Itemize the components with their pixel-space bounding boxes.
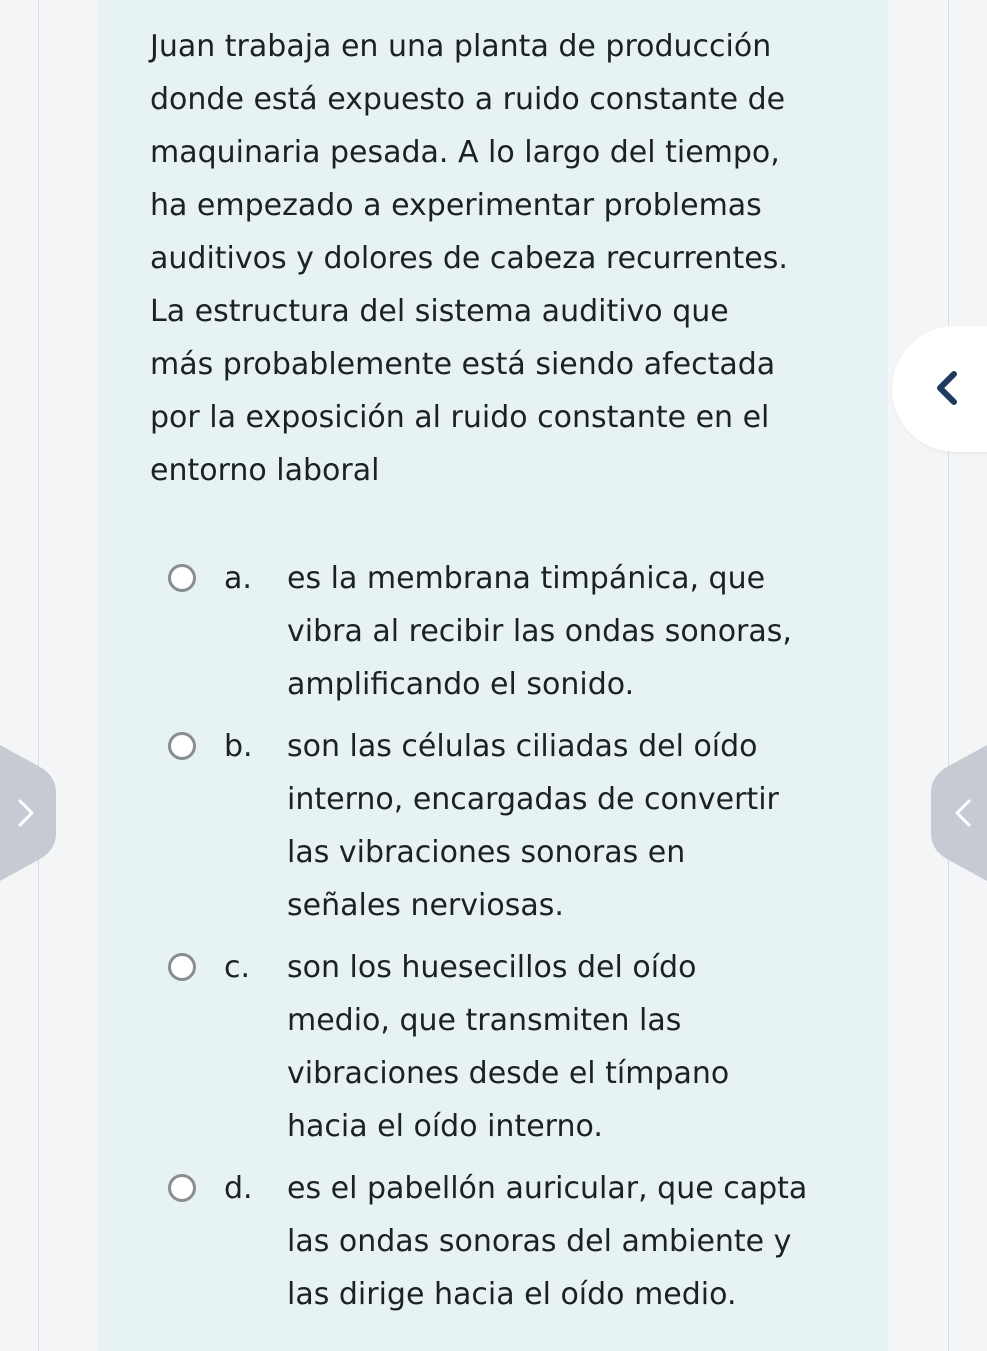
question-text	[150, 20, 850, 497]
question-line: ha empezado a experimentar problemas	[150, 188, 762, 223]
question-line: donde está expuesto a ruido constante de	[150, 82, 786, 117]
question-line: entorno laboral	[150, 453, 380, 488]
option-line: hacia el oído interno.	[287, 1109, 603, 1144]
question-line: por la exposición al ruido constante en el	[150, 400, 770, 435]
option-text	[287, 720, 847, 932]
question-line: más probablemente está siendo afectada	[150, 347, 776, 382]
radio-button-d[interactable]	[168, 1174, 196, 1202]
option-letter: b.	[224, 729, 253, 764]
option-line: las vibraciones sonoras en	[287, 835, 686, 870]
option-line: señales nerviosas.	[287, 888, 564, 923]
option-line: vibra al recibir las ondas sonoras,	[287, 614, 792, 649]
chevron-left-icon	[932, 370, 962, 406]
option-line: son los huesecillos del oído	[287, 950, 697, 985]
option-letter: c.	[224, 950, 251, 985]
nav-tab-right-button[interactable]	[931, 745, 987, 881]
option-line: medio, que transmiten las	[287, 1003, 682, 1038]
radio-button-b[interactable]	[168, 732, 196, 760]
right-divider	[948, 0, 949, 1351]
option-line: son las células ciliadas del oído	[287, 729, 758, 764]
drawer-toggle-button[interactable]	[892, 326, 987, 452]
option-line: es el pabellón auricular, que capta	[287, 1171, 808, 1206]
option-text	[287, 552, 847, 711]
question-line: maquinaria pesada. A lo largo del tiempo,	[150, 135, 780, 170]
option-line: amplificando el sonido.	[287, 667, 635, 702]
option-text	[287, 1162, 847, 1321]
nav-tab-left-button[interactable]	[0, 745, 56, 881]
option-letter: a.	[224, 561, 252, 596]
option-line: interno, encargadas de convertir	[287, 782, 779, 817]
question-line: auditivos y dolores de cabeza recurrentes.	[150, 241, 788, 276]
option-line: las dirige hacia el oído medio.	[287, 1277, 737, 1312]
radio-button-c[interactable]	[168, 953, 196, 981]
radio-button-a[interactable]	[168, 564, 196, 592]
option-line: vibraciones desde el tímpano	[287, 1056, 730, 1091]
question-line: Juan trabaja en una planta de producción	[150, 29, 772, 64]
option-letter: d.	[224, 1171, 253, 1206]
left-divider	[38, 0, 39, 1351]
question-line: La estructura del sistema auditivo que	[150, 294, 729, 329]
option-text	[287, 941, 847, 1153]
option-line: las ondas sonoras del ambiente y	[287, 1224, 792, 1259]
option-line: es la membrana timpánica, que	[287, 561, 766, 596]
